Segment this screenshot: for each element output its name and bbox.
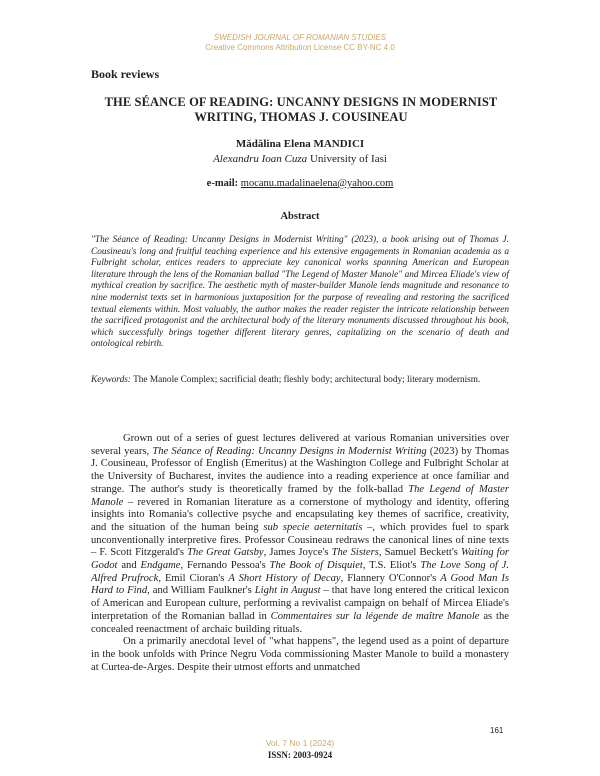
footer-volume: Vol. 7 No 1 (2024) <box>265 738 335 748</box>
author-email <box>0 178 600 189</box>
journal-license: Creative Commons Attribution License CC BY-NC 4.0 <box>205 43 395 52</box>
page-number: 161 <box>490 726 504 735</box>
journal-name: SWEDISH JOURNAL OF ROMANIAN STUDIES <box>213 33 387 42</box>
author-affiliation <box>0 153 600 165</box>
journal-header <box>0 33 600 53</box>
keywords <box>91 375 509 387</box>
paragraph-2: On a primarily anecdotal level of "what happens", the legend used as a point of departure in the book unfolds with Prince Negru Voda commissioning Master Manole to build a monastery at Curtea-de-Arges. Despite their utmost efforts and unmatched <box>91 636 509 673</box>
abstract-heading: Abstract <box>280 211 320 222</box>
footer-issn: ISSN: 2003-0924 <box>267 750 333 760</box>
article-title: THE SÉANCE OF READING: UNCANNY DESIGNS IN MODERNIST WRITING, THOMAS J. COUSINEAU <box>104 95 498 124</box>
affiliation-italic: Alexandru Ioan Cuza <box>213 153 308 165</box>
email-label: e-mail: <box>206 178 239 189</box>
affiliation-rest: University of Iasi <box>307 153 387 165</box>
keywords-label: Keywords: <box>91 375 131 385</box>
abstract-text: "The Séance of Reading: Uncanny Designs in Modernist Writing" (2023), a book arising out of Thomas J. Cousineau's long and fruitful teaching experience and his extensive engagements in Romanian academia as a Fulbright scholar, entices readers to appreciate key canonical works spanning American and European literature through the lens of the Romanian ballad "The Legend of Master Manole" and Mircea Eliade's view of mythical creation by sacrifice. The aesthetic myth of master-builder Manole lends magnitude and resonance to nine modernist texts set in harmonious juxtaposition for the purpose of revealing and restoring the sacrificed textual elements within. Most valuably, the author makes the reader register the intricate relationship between the sacrificed protagonist and the architectural body of the literary monuments discussed throughout his book, which successfully brings together different literary genres, capitalizing on the scenario of death and ontological rebirth. <box>91 235 509 350</box>
body-text <box>91 433 509 674</box>
author-name: Mădălina Elena MANDICI <box>235 138 365 150</box>
keywords-text: The Manole Complex; sacrificial death; fleshly body; architectural body; literary modernism. <box>130 375 481 385</box>
email-link[interactable]: mocanu.madalinaelena@yahoo.com <box>240 178 394 189</box>
section-label: Book reviews <box>91 67 160 81</box>
paragraph-1: Grown out of a series of guest lectures delivered at various Romanian universities over several years, The Séance of Reading: Uncanny Designs in Modernist Writing (2023) by Thomas J. Cousineau, Professor of English (Emeritus) at the Washington College and Fulbright Scholar at the University of Bucharest, invites the audience into a reading experience at once familiar and strange. The author's study is theoretically framed by the folk-ballad The Legend of Master Manole – revered in Romanian literature as a cornerstone of mythology and identity, offering insights into Romania's collective psyche and encapsulating key themes of sacrifice, creativity, and the situation of the human being sub specie aeternitatis –, which provides fuel to spark unconventionally interpretive fires. Professor Cousineau redraws the canonical lines of nine texts – F. Scott Fitzgerald's The Great Gatsby, James Joyce's The Sisters, Samuel Beckett's Waiting for Godot and Endgame, Fernando Pessoa's The Book of Disquiet, T.S. Eliot's The Love Song of J. Alfred Prufrock, Emil Cioran's A Short History of Decay, Flannery O'Connor's A Good Man Is Hard to Find, and William Faulkner's Light in August – that have long entered the critical lexicon of American and European culture, performing a revivalist campaign on behalf of Mircea Eliade's interpretation of the Romanian ballad in Commentaires sur la légende de maître Manole as the concealed reenactment of archaic building rituals. <box>91 433 510 635</box>
